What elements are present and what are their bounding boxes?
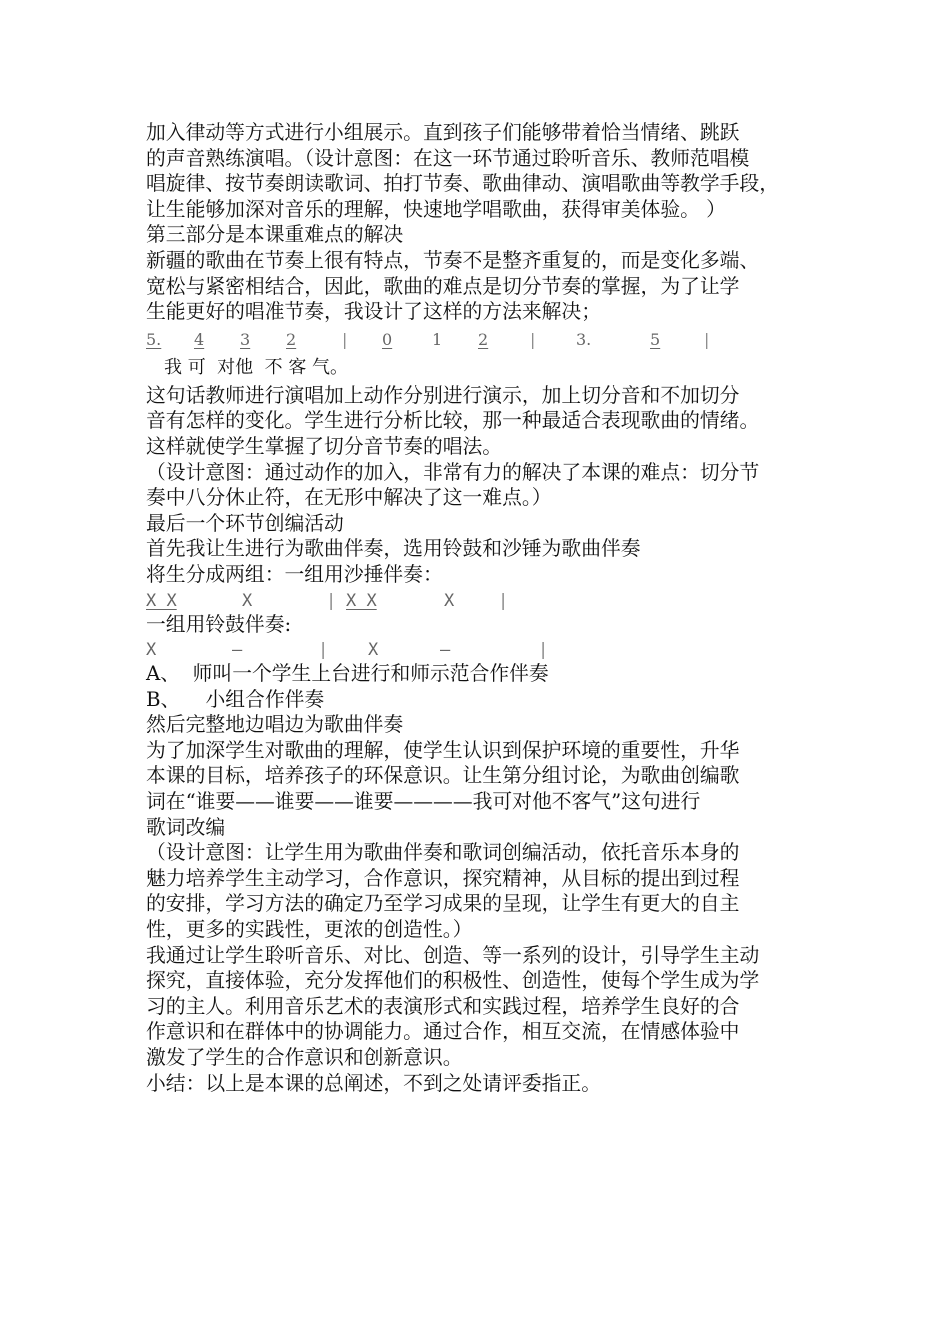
rhythm-note: X bbox=[368, 640, 379, 661]
list-item: B、 小组合作伴奏 bbox=[146, 687, 325, 711]
note: 0 bbox=[382, 329, 393, 349]
paragraph-line: 的声音熟练演唱。（设计意图：在这一环节通过聆听音乐、教师范唱模 bbox=[146, 146, 750, 170]
paragraph-line: 一组用铃鼓伴奏: bbox=[146, 612, 292, 636]
note: 3 bbox=[240, 329, 251, 349]
paragraph-line: 为了加深学生对歌曲的理解，使学生认识到保护环境的重要性，升华 bbox=[146, 738, 740, 762]
paragraph-line: 这句话教师进行演唱加上动作分别进行演示，加上切分音和不加切分 bbox=[146, 383, 740, 407]
paragraph-line: （设计意图：让学生用为歌曲伴奏和歌词创编活动，依托音乐本身的 bbox=[146, 841, 740, 865]
paragraph-line: 歌词改编 bbox=[146, 815, 226, 839]
barline: | bbox=[530, 329, 536, 349]
lyrics-line bbox=[146, 351, 836, 379]
paragraph-line: 习的主人。利用音乐艺术的表演形式和实践过程，培养学生良好的合 bbox=[146, 994, 740, 1018]
rhythm-note: X bbox=[146, 640, 157, 661]
paragraph-line: 我通过让学生聆听音乐、对比、创造、等一系列的设计，引导学生主动 bbox=[146, 943, 760, 967]
rhythm-line-tambourine bbox=[146, 637, 836, 661]
paragraph-line: 的安排，学习方法的确定乃至学习成果的呈现，让学生有更大的自主 bbox=[146, 892, 740, 916]
paragraph-line: （设计意图：通过动作的加入，非常有力的解决了本课的难点：切分节 bbox=[146, 460, 760, 484]
paragraph-line: 音有怎样的变化。学生进行分析比较，那一种最适合表现歌曲的情绪。 bbox=[146, 409, 760, 433]
note: 2 bbox=[286, 329, 297, 349]
paragraph-line: 本课的目标，培养孩子的环保意识。让生第分组讨论，为歌曲创编歌 bbox=[146, 764, 740, 788]
paragraph-line: 奏中八分休止符，在无形中解决了这一难点。） bbox=[146, 486, 552, 510]
rhythm-note: X bbox=[242, 590, 253, 611]
section-heading: 最后一个环节创编活动 bbox=[146, 511, 344, 535]
paragraph-line: 让生能够加深对音乐的理解，快速地学唱歌曲，获得审美体验。 ） bbox=[146, 197, 726, 221]
note: 2 bbox=[478, 329, 489, 349]
note: 5 bbox=[650, 329, 661, 349]
paragraph-line: 激发了学生的合作意识和创新意识。 bbox=[146, 1046, 463, 1069]
note: 4 bbox=[194, 329, 205, 349]
paragraph-line: 探究，直接体验，充分发挥他们的积极性、创造性，使每个学生成为学 bbox=[146, 969, 760, 993]
rhythm-note: — bbox=[440, 640, 451, 661]
barline: | bbox=[538, 640, 549, 661]
paragraph-line: 将生分成两组：一组用沙捶伴奏： bbox=[146, 562, 443, 586]
jianpu-notation-line bbox=[146, 325, 836, 351]
document-body bbox=[146, 120, 836, 1096]
rhythm-note: — bbox=[232, 640, 243, 661]
list-item: A、 师叫一个学生上台进行和师示范合作伴奏 bbox=[146, 662, 549, 686]
paragraph-line: 生能更好的唱准节奏，我设计了这样的方法来解决； bbox=[146, 300, 601, 324]
paragraph-line: 首先我让生进行为歌曲伴奏，选用铃鼓和沙锤为歌曲伴奏 bbox=[146, 537, 641, 561]
barline: | bbox=[704, 329, 710, 349]
paragraph-line: 然后完整地边唱边为歌曲伴奏 bbox=[146, 713, 404, 737]
lyrics-text: 我 可 对他 不 客 气。 bbox=[164, 356, 349, 378]
rhythm-note: X X bbox=[346, 590, 377, 611]
paragraph-line: 作意识和在群体中的协调能力。通过合作，相互交流，在情感体验中 bbox=[146, 1020, 740, 1044]
rhythm-note: X bbox=[444, 590, 455, 611]
section-heading: 第三部分是本课重难点的解决 bbox=[146, 223, 404, 247]
note: 3. bbox=[576, 329, 592, 349]
note: 1 bbox=[432, 329, 443, 349]
paragraph-line: 加入律动等方式进行小组展示。直到孩子们能够带着恰当情绪、跳跃 bbox=[146, 121, 740, 144]
rhythm-note: X X bbox=[146, 590, 177, 611]
paragraph-line: 词在“谁要——谁要——谁要————我可对他不客气”这句进行 bbox=[146, 790, 701, 814]
paragraph-line: 宽松与紧密相结合，因此，歌曲的难点是切分节奏的掌握，为了让学 bbox=[146, 274, 740, 298]
barline: | bbox=[318, 640, 329, 661]
barline: | bbox=[498, 590, 509, 611]
rhythm-line-sand-hammer bbox=[146, 588, 836, 612]
summary-line: 小结：以上是本课的总阐述，不到之处请评委指正。 bbox=[146, 1071, 601, 1095]
paragraph-line: 唱旋律、按节奏朗读歌词、拍打节奏、歌曲律动、演唱歌曲等教学手段， bbox=[146, 172, 780, 196]
paragraph-line: 新疆的歌曲在节奏上很有特点，节奏不是整齐重复的，而是变化多端、 bbox=[146, 248, 760, 272]
barline: | bbox=[342, 329, 348, 349]
paragraph-line: 魅力培养学生主动学习，合作意识，探究精神，从目标的提出到过程 bbox=[146, 866, 740, 890]
note: 5. bbox=[146, 329, 162, 349]
barline: | bbox=[326, 590, 337, 611]
paragraph-line: 这样就使学生掌握了切分音节奏的唱法。 bbox=[146, 434, 503, 458]
paragraph-line: 性，更多的实践性，更浓的创造性。） bbox=[146, 918, 473, 942]
